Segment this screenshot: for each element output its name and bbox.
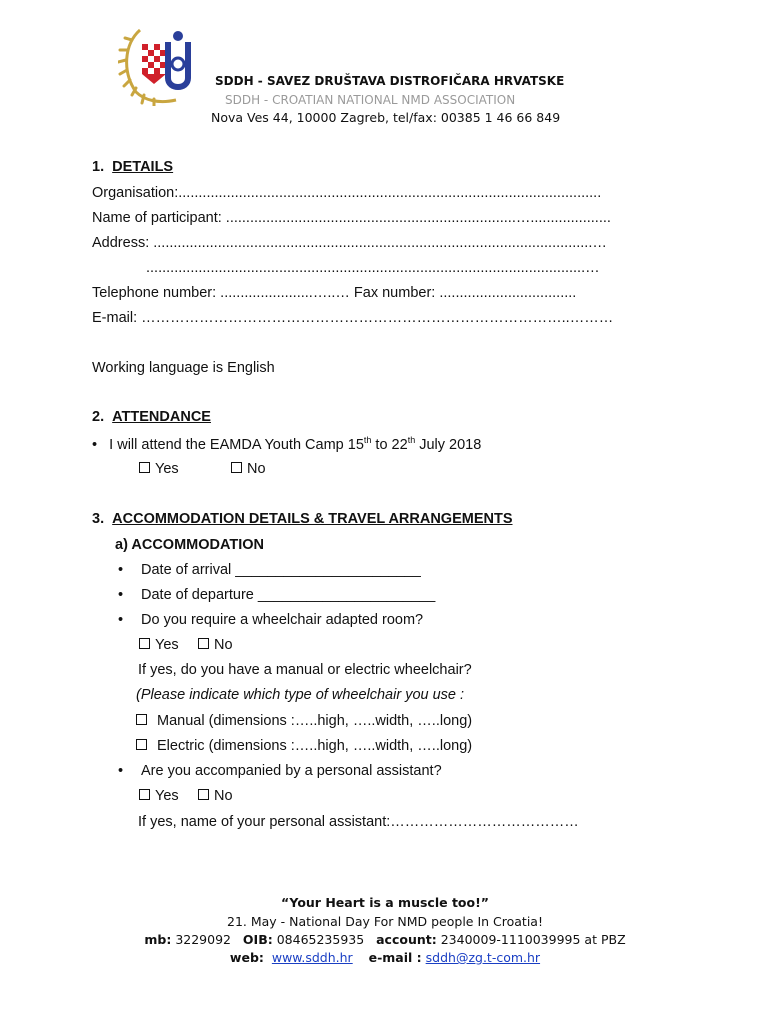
assistant-name-field[interactable]: If yes, name of your personal assistant:………………………………… bbox=[138, 814, 579, 830]
option-label: Electric (dimensions :…..high, …..width, …..long) bbox=[157, 738, 473, 754]
mb-label: mb: bbox=[144, 932, 172, 947]
section-accommodation-heading bbox=[92, 511, 513, 527]
oib-value: 08465235935 bbox=[276, 932, 365, 947]
checkbox-icon[interactable] bbox=[198, 638, 209, 649]
wheelchair-room-question: Do you require a wheelchair adapted room? bbox=[141, 612, 424, 628]
bullet-icon: • bbox=[118, 587, 124, 603]
option-label: No bbox=[247, 461, 266, 477]
section-details-heading bbox=[92, 159, 173, 175]
wheelchair-yes-option[interactable] bbox=[139, 637, 179, 653]
arrival-date-field[interactable]: Date of arrival _______________________ bbox=[141, 562, 421, 578]
bullet-icon: • bbox=[92, 436, 98, 453]
email-field[interactable]: E-mail: ……………………………………………………………………………..……… bbox=[92, 310, 614, 326]
superscript-th: th bbox=[407, 435, 416, 445]
option-label: Yes bbox=[155, 461, 179, 477]
organisation-field[interactable]: Organisation:......................................................................................................... bbox=[92, 185, 602, 201]
attend-text-mid: to 22 bbox=[371, 436, 408, 453]
account-label: account: bbox=[376, 932, 437, 947]
email-label: e-mail : bbox=[368, 950, 422, 965]
web-label: web: bbox=[229, 950, 264, 965]
org-name-english: SDDH - CROATIAN NATIONAL NMD ASSOCIATION bbox=[225, 93, 516, 107]
checkbox-icon[interactable] bbox=[139, 462, 150, 473]
website-link[interactable]: www.sddh.hr bbox=[271, 950, 353, 965]
footer-motto bbox=[0, 895, 770, 910]
attend-yes-option[interactable] bbox=[139, 461, 179, 477]
email-link[interactable]: sddh@zg.t-com.hr bbox=[425, 950, 541, 965]
address-field-line2[interactable]: .............................................................................................................… bbox=[146, 260, 600, 276]
option-label: No bbox=[214, 637, 233, 653]
section-number: 2. bbox=[92, 409, 105, 425]
option-label: No bbox=[214, 788, 233, 804]
assistant-question: Are you accompanied by a personal assistant? bbox=[141, 763, 442, 779]
section-number: 3. bbox=[92, 511, 105, 527]
motto-text: “Your Heart is a muscle too!” bbox=[280, 895, 490, 910]
org-address: Nova Ves 44, 10000 Zagreb, tel/fax: 00385 1 46 66 849 bbox=[211, 110, 561, 125]
checkbox-icon[interactable] bbox=[136, 739, 147, 750]
superscript-th: th bbox=[363, 435, 372, 445]
account-value: 2340009-1110039995 at PBZ bbox=[440, 932, 626, 947]
wheelchair-no-option[interactable] bbox=[198, 637, 233, 653]
attend-text-end: July 2018 bbox=[415, 436, 482, 453]
accommodation-subheading: a) ACCOMMODATION bbox=[115, 537, 265, 553]
checkbox-icon[interactable] bbox=[136, 714, 147, 725]
org-name-croatian: SDDH - SAVEZ DRUŠTAVA DISTROFIČARA HRVATSKE bbox=[215, 74, 565, 88]
attend-text-start: I will attend the EAMDA Youth Camp 15 bbox=[109, 436, 364, 453]
footer-registration bbox=[0, 932, 770, 947]
option-label: Manual (dimensions :…..high, …..width, …..long) bbox=[157, 713, 473, 729]
assistant-no-option[interactable] bbox=[198, 788, 233, 804]
wheelchair-type-question: If yes, do you have a manual or electric wheelchair? bbox=[138, 662, 472, 678]
footer-contact bbox=[0, 950, 770, 965]
footer-national-day: 21. May - National Day For NMD people In Croatia! bbox=[227, 914, 543, 929]
bullet-icon: • bbox=[118, 612, 124, 628]
bullet-icon: • bbox=[118, 763, 124, 779]
section-title: ACCOMMODATION DETAILS & TRAVEL ARRANGEMENTS bbox=[112, 511, 513, 527]
oib-label: OIB: bbox=[242, 932, 273, 947]
bullet-icon: • bbox=[118, 562, 124, 578]
checkbox-icon[interactable] bbox=[139, 789, 150, 800]
option-label: Yes bbox=[155, 637, 179, 653]
manual-wheelchair-option[interactable] bbox=[136, 713, 472, 729]
working-language-note: Working language is English bbox=[92, 360, 275, 376]
checkbox-icon[interactable] bbox=[139, 638, 150, 649]
telephone-fax-field[interactable]: Telephone number: .......................…..… Fax number: .................................. bbox=[92, 285, 577, 301]
sddh-logo bbox=[118, 20, 200, 106]
section-attendance-heading bbox=[92, 409, 211, 425]
assistant-yes-option[interactable] bbox=[139, 788, 179, 804]
participant-name-field[interactable]: Name of participant: ........................................................................….................... bbox=[92, 210, 611, 226]
wheelchair-type-instruction: (Please indicate which type of wheelchair you use : bbox=[136, 687, 465, 703]
departure-date-field[interactable]: Date of departure ______________________ bbox=[141, 587, 436, 603]
section-title: ATTENDANCE bbox=[112, 409, 211, 425]
attend-no-option[interactable] bbox=[231, 461, 266, 477]
section-title: DETAILS bbox=[112, 159, 174, 175]
checkbox-icon[interactable] bbox=[231, 462, 242, 473]
checkbox-icon[interactable] bbox=[198, 789, 209, 800]
mb-value: 3229092 bbox=[175, 932, 231, 947]
electric-wheelchair-option[interactable] bbox=[136, 738, 472, 754]
section-number: 1. bbox=[92, 159, 105, 175]
attendance-statement bbox=[92, 435, 481, 453]
address-field[interactable]: Address: .............................................................................................................… bbox=[92, 235, 607, 251]
option-label: Yes bbox=[155, 788, 179, 804]
